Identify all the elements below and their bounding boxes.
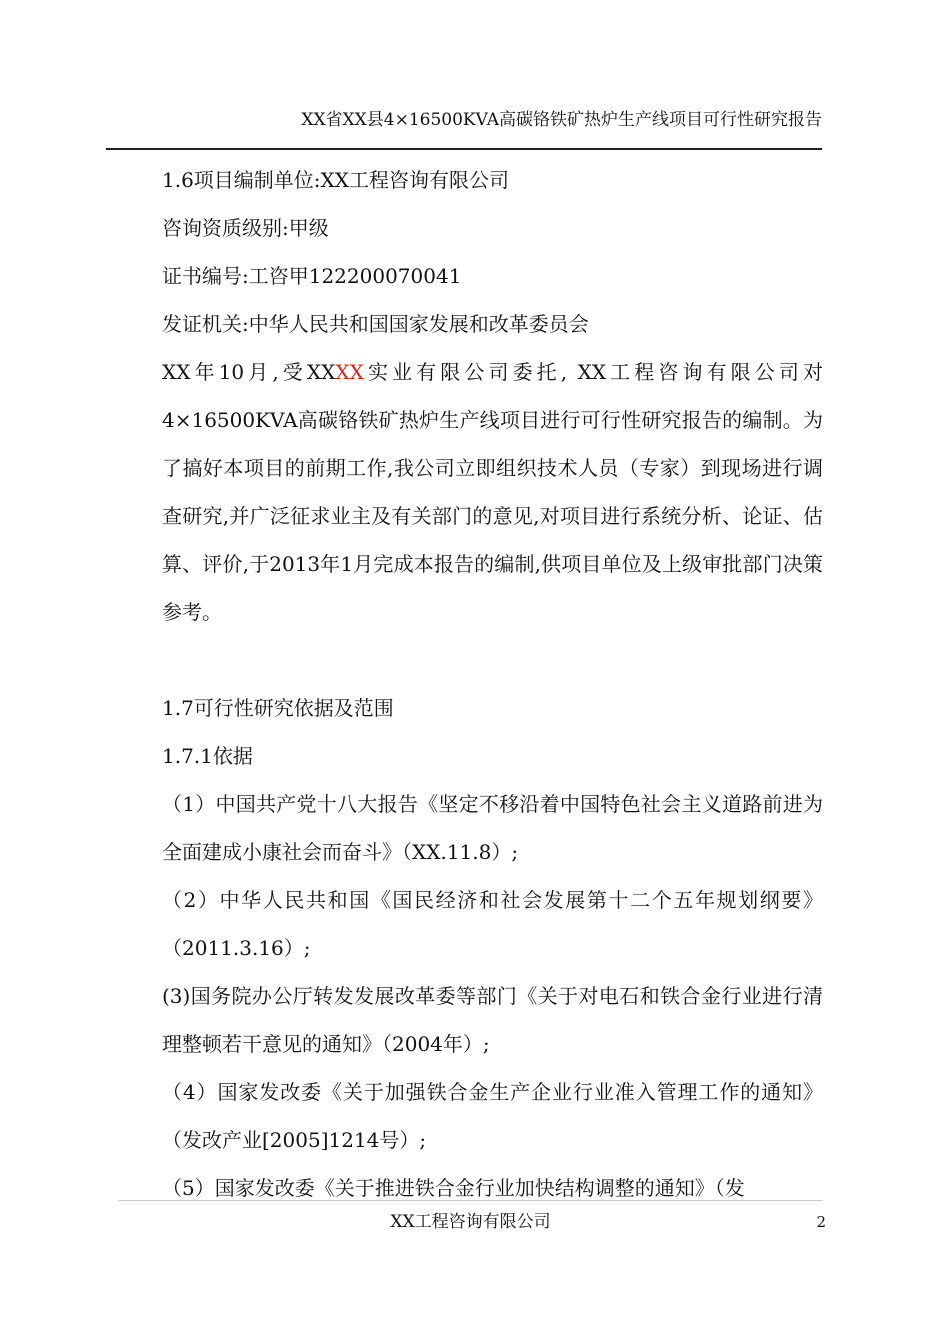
issuer-line: 发证机关:中华人民共和国国家发展和改革委员会 — [162, 312, 589, 336]
footer-divider — [118, 1200, 823, 1201]
unit-line: 1.6项目编制单位:XX工程咨询有限公司 — [162, 168, 510, 192]
section-title: 1.7可行性研究依据及范围 — [162, 696, 394, 720]
commission-paragraph-rest: 实业有限公司委托, XX工程咨询有限公司对4×16500KVA高碳铬铁矿热炉生产线项目进行可行性研究报告的编制。为了搞好本项目的前期工作,我公司立即组织技术人员（专家）到现场进行调查研究,并广泛征求业主及有关部门的意见,对项目进行系统分析、论证、估算、评价,于2013年1月完成本报告的编制,供项目单位及上级审批部门决策参考。 — [162, 360, 823, 624]
commission-paragraph-start: XX年10月,受XX — [162, 360, 336, 384]
certificate-line: 证书编号:工咨甲122200070041 — [162, 264, 462, 288]
page-number: 2 — [816, 1213, 826, 1231]
basis-item: （1）中国共产党十八大报告《坚定不移沿着中国特色社会主义道路前进为全面建成小康社会而奋斗》（XX.11.8）; — [162, 792, 823, 864]
commission-paragraph-highlight: XX — [335, 360, 364, 384]
basis-item: (3)国务院办公厅转发发展改革委等部门《关于对电石和铁合金行业进行清理整顿若干意见的通知》（2004年）; — [162, 984, 823, 1056]
basis-item: （2）中华人民共和国《国民经济和社会发展第十二个五年规划纲要》（2011.3.16）; — [162, 888, 823, 960]
section-spacer — [118, 636, 823, 684]
page-header: XX省XX县4×16500KVA高碳铬铁矿热炉生产线项目可行性研究报告 — [301, 110, 822, 130]
header-divider — [106, 148, 822, 150]
basis-item: （5）国家发改委《关于推进铁合金行业加快结构调整的通知》（发 — [162, 1176, 745, 1200]
subsection-title: 1.7.1依据 — [162, 744, 253, 768]
qualification-line: 咨询资质级别:甲级 — [162, 216, 329, 240]
basis-item: （4）国家发改委《关于加强铁合金生产企业行业准入管理工作的通知》（发改产业[2005]1214号）; — [162, 1080, 823, 1152]
commission-paragraph — [118, 348, 823, 636]
footer-company: XX工程咨询有限公司 — [390, 1212, 551, 1232]
document-body — [118, 156, 823, 1212]
